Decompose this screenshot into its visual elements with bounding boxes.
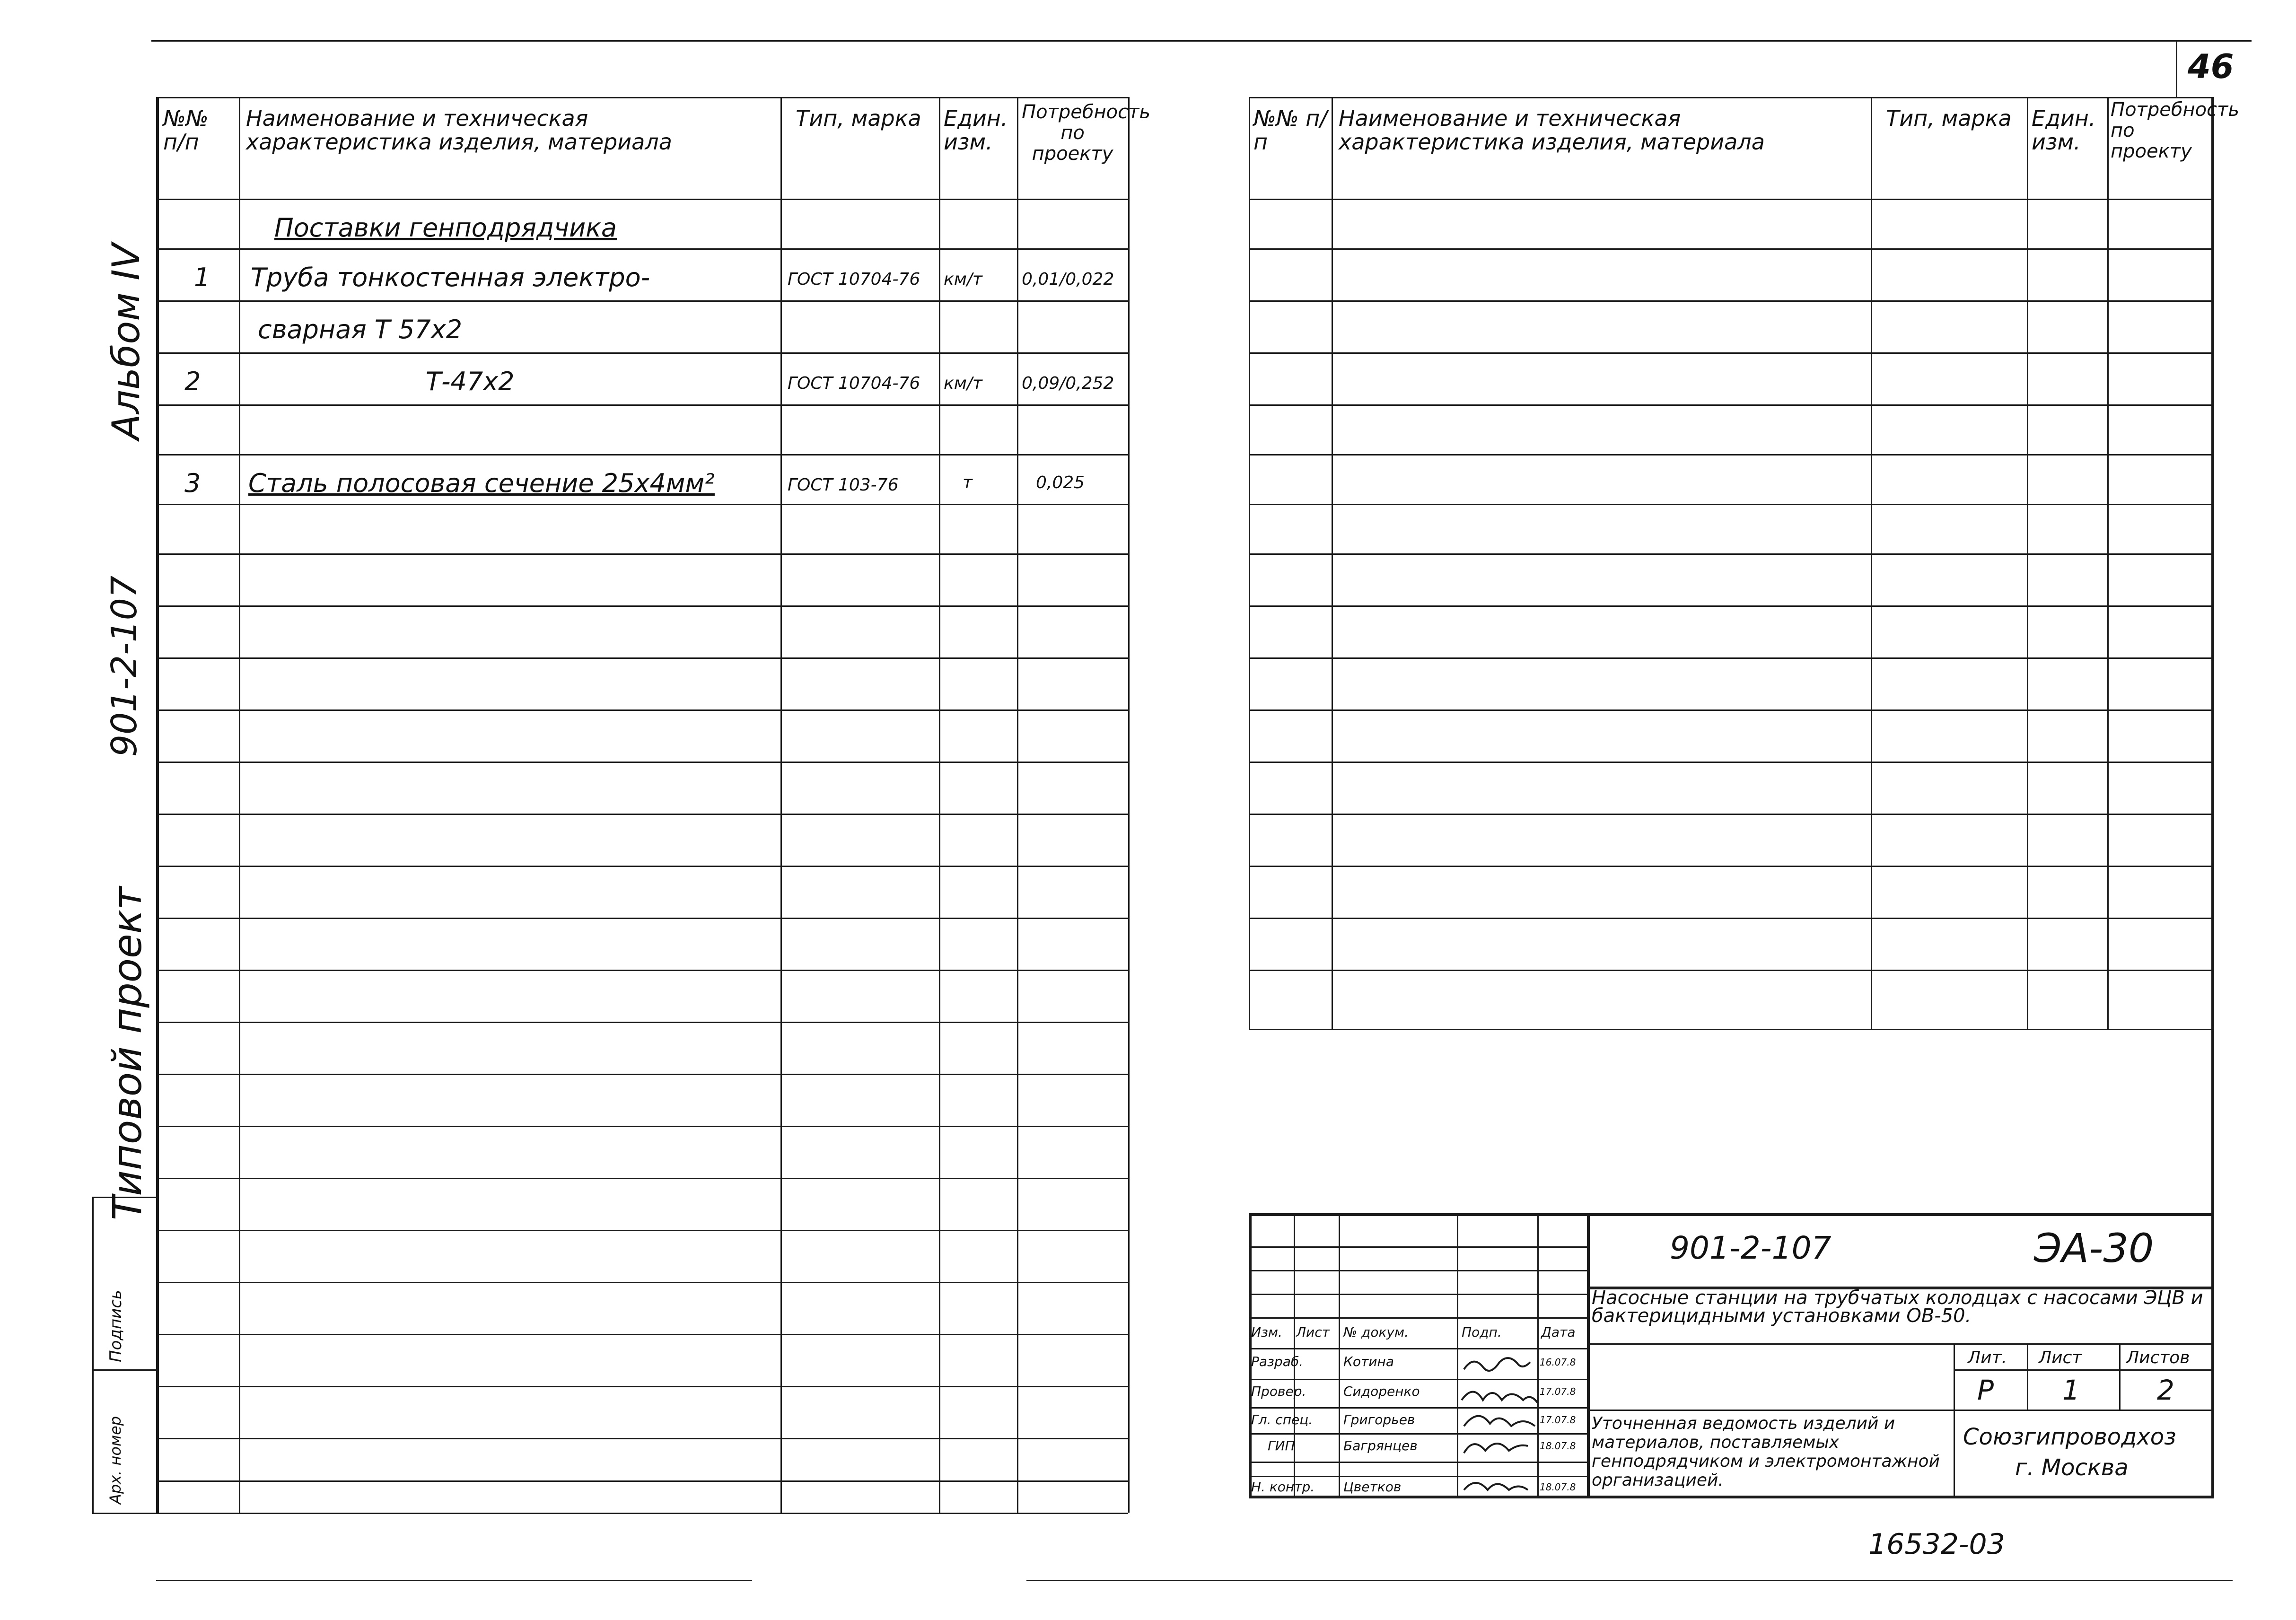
row-2-name: Т-47х2 — [426, 367, 515, 396]
sheets-label: Листов — [2126, 1348, 2190, 1367]
row-3-name: Сталь полосовая сечение 25х4мм² — [248, 468, 715, 498]
signer-2-name: Сидоренко — [1343, 1384, 1420, 1399]
row-1-need: 0,01/0,022 — [1022, 270, 1114, 289]
lit-label: Лит. — [1968, 1348, 2007, 1367]
side-typical-project: Типовой проект — [104, 886, 150, 1220]
row-1-unit: км/т — [944, 270, 983, 289]
left-header-name: Наименование и техническая характеристика изделия, материала — [246, 105, 672, 155]
signer-1-date: 16.07.8 — [1540, 1357, 1576, 1368]
org-line2: г. Москва — [2015, 1454, 2129, 1481]
title-sheet-mark: ЭА-30 — [2034, 1225, 2154, 1271]
signer-2-date: 17.07.8 — [1540, 1386, 1576, 1397]
signer-5-role: Н. контр. — [1251, 1479, 1315, 1495]
bottom-rule-left — [156, 1580, 752, 1581]
row-3-num: 3 — [184, 468, 201, 498]
row-2-type: ГОСТ 10704-76 — [788, 374, 920, 393]
left-header-need: Потребность по проекту — [1022, 101, 1151, 165]
signer-5-date: 18.07.8 — [1540, 1481, 1576, 1493]
side-album: Альбом IV — [104, 243, 148, 440]
row-2-num: 2 — [184, 367, 201, 396]
col-header-sign: Подп. — [1462, 1324, 1502, 1340]
sheets-value: 2 — [2157, 1374, 2174, 1406]
side-project-code: 901-2-107 — [104, 576, 145, 757]
left-header-unit: Един. изм. — [944, 105, 1008, 155]
row-1-name-line1: Труба тонкостенная электро- — [251, 263, 650, 292]
title-code: 901-2-107 — [1670, 1230, 1832, 1266]
row-3-unit: т — [963, 473, 973, 492]
col-header-change: Изм. — [1251, 1324, 1282, 1340]
right-header-need: Потребность по проекту — [2111, 99, 2240, 162]
row-2-need: 0,09/0,252 — [1022, 374, 1114, 393]
signer-3-role: Гл. спец. — [1251, 1412, 1313, 1427]
sheet-number: 46 — [2188, 47, 2234, 86]
signer-1-name: Котина — [1343, 1354, 1394, 1369]
lit-value: Р — [1977, 1374, 1994, 1406]
side-signature: Подпись — [106, 1290, 125, 1362]
row-3-need: 0,025 — [1036, 473, 1085, 492]
side-archive-number: Арх. номер — [106, 1416, 124, 1504]
row-1-type: ГОСТ 10704-76 — [788, 270, 920, 289]
signer-4-name: Багрянцев — [1343, 1438, 1418, 1454]
sheet-value: 1 — [2062, 1374, 2080, 1406]
right-header-type: Тип, марка — [1886, 105, 2012, 131]
col-header-date: Дата — [1541, 1324, 1576, 1340]
left-header-type: Тип, марка — [796, 105, 921, 131]
signer-2-role: Провер. — [1251, 1384, 1306, 1399]
right-header-num: №№ п/п — [1253, 105, 1327, 155]
right-header-name: Наименование и техническая характеристика изделия, материала — [1339, 105, 1765, 155]
doc-title: Уточненная ведомость изделий и материалов, поставляемых генподрядчиком и электромонтажной организацией. — [1592, 1414, 1940, 1490]
section-title: Поставки генподрядчика — [274, 213, 617, 243]
sheet-label: Лист — [2039, 1348, 2082, 1367]
row-1-name-line2: сварная Т 57х2 — [258, 315, 463, 344]
row-2-unit: км/т — [944, 374, 983, 393]
right-header-unit: Един. изм. — [2032, 105, 2096, 155]
signer-4-date: 18.07.8 — [1540, 1440, 1576, 1452]
row-1-num: 1 — [194, 263, 210, 292]
signer-3-date: 17.07.8 — [1540, 1414, 1576, 1426]
col-header-doc: № докум. — [1343, 1324, 1409, 1340]
left-header-num: №№ п/п — [163, 105, 209, 155]
signer-4-role: ГИП — [1268, 1438, 1295, 1454]
signer-5-name: Цветков — [1343, 1479, 1402, 1495]
bottom-stamp: 16532-03 — [1868, 1528, 2005, 1561]
row-3-type: ГОСТ 103-76 — [788, 475, 899, 495]
title-description: Насосные станции на трубчатых колодцах с насосами ЭЦВ и бактерицидными установками ОВ-50. — [1592, 1287, 2203, 1327]
signer-1-role: Разраб. — [1251, 1354, 1304, 1369]
col-header-sheet: Лист — [1296, 1324, 1330, 1340]
org-line1: Союзгипроводхоз — [1963, 1424, 2176, 1450]
bottom-rule-right — [1026, 1580, 2233, 1581]
signer-3-name: Григорьев — [1343, 1412, 1415, 1427]
